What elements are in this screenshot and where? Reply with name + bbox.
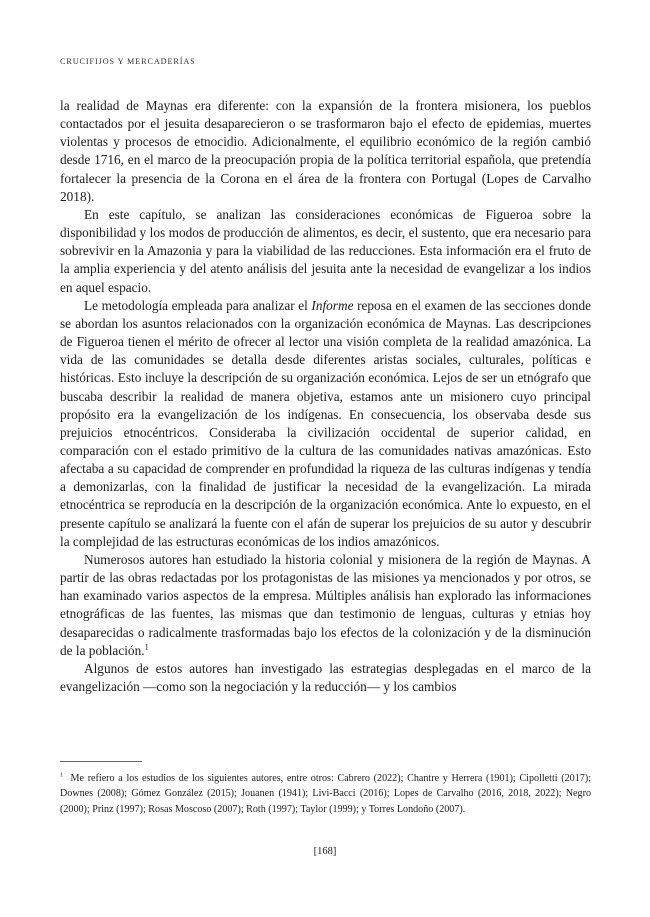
paragraph-5: Algunos de estos autores han investigado las estrategias desplegadas en el marco de la evangelización —como son la negociación y la reducción— y los cambios (60, 660, 591, 694)
paragraph-1: la realidad de Maynas era diferente: con la expansión de la frontera misionera, los pueblos contactados por el jesuita desaparecieron o se trasformaron bajo el efecto de epidemias, muertes violentas y procesos de etnocidio. Adicionalmente, el equilibrio económico de la región cambió desde 1716, en el marco de la preocupación propia de la política territorial española, que pretendía fortalecer la presencia de la Corona en el área de la frontera con Portugal (Lopes de Carvalho 2018). (60, 98, 591, 204)
footnotes (60, 771, 591, 817)
footnote-marker: 1 (60, 771, 64, 779)
paragraph-3-rest: reposa en el examen de las secciones donde se abordan los asuntos relacionados con la organización económica de Maynas. Las descripciones de Figueroa tienen el mérito de ofrecer al lector una visión completa de la realidad amazónica. La vida de las comunidades se detalla desde diferentes aristas sociales, culturales, políticas e históricas. Esto incluye la descripción de su organización económica. Lejos de ser un etnógrafo que buscaba describir la realidad de manera objetiva, estamos ante un misionero cuyo principal propósito era la evangelización de los indígenas. En consecuencia, los observaba desde sus prejuicios etnocéntricos. Consideraba la civilización occidental de superior calidad, en comparación con el estado primitivo de la cultura de las comunidades nativas amazónicas. Esto afectaba a su capacidad de comprender en profundidad la riqueza de las culturas indígenas y tendía a demonizarlas, con la finalidad de justificar la necesidad de la evangelización. La mirada etnocéntrica se reproducía en la descripción de la organización económica. Ante lo expuesto, en el presente capítulo se analizará la fuente con el afán de superar los prejuicios de su autor y descubrir la complejidad de las estructuras económicas de los indios amazónicos. (60, 297, 591, 549)
paragraph-3-start: Le metodología empleada para analizar el (84, 297, 312, 313)
footnote-text: Me refiero a los estudios de los siguientes autores, entre otros: Cabrero (2022); Chantre y Herrera (1901); Cipolletti (2017); Downes (2008); Gómez González (2015); Jouanen (1941); Livi-Bacci (2016); Lopes de Carvalho (2016, 2018, 2022); Negro (2000); Prinz (1997); Rosas Moscoso (2007); Roth (1997); Taylor (1999); y Torres Londoño (2007). (60, 773, 591, 815)
paragraph-4-text: Numerosos autores han estudiado la historia colonial y misionera de la región de Maynas. A partir de las obras redactadas por los protagonistas de las misiones ya mencionados y por otros, se han examinado varios aspectos de la empresa. Múltiples análisis han explorado las informaciones etnográficas de las fuentes, las mismas que dan testimonio de lenguas, culturas y etnias hoy desaparecidas o radicalmente trasformadas bajo los efectos de la colonización y de la disminución de la población. (60, 551, 591, 658)
running-head: CRUCIFIJOS Y MERCADERÍAS (60, 57, 196, 66)
informe-title: Informe (311, 297, 354, 313)
page-number: [168] (313, 846, 337, 857)
footnote-divider (60, 761, 142, 762)
paragraph-4 (60, 551, 591, 660)
footnote-1 (60, 771, 591, 817)
paragraph-2: En este capítulo, se analizan las consideraciones económicas de Figueroa sobre la disponibilidad y los modos de producción de alimentos, es decir, el sustento, que era necesario para sobrevivir en la Amazonia y para la viabilidad de las reducciones. Esta información era el fruto de la amplia experiencia y del atento análisis del jesuita ante la necesidad de evangelizar a los indios en aquel espacio. (60, 206, 591, 295)
body-text (60, 97, 591, 696)
footnote-reference[interactable]: 1 (144, 642, 149, 652)
paragraph-3 (60, 297, 591, 551)
